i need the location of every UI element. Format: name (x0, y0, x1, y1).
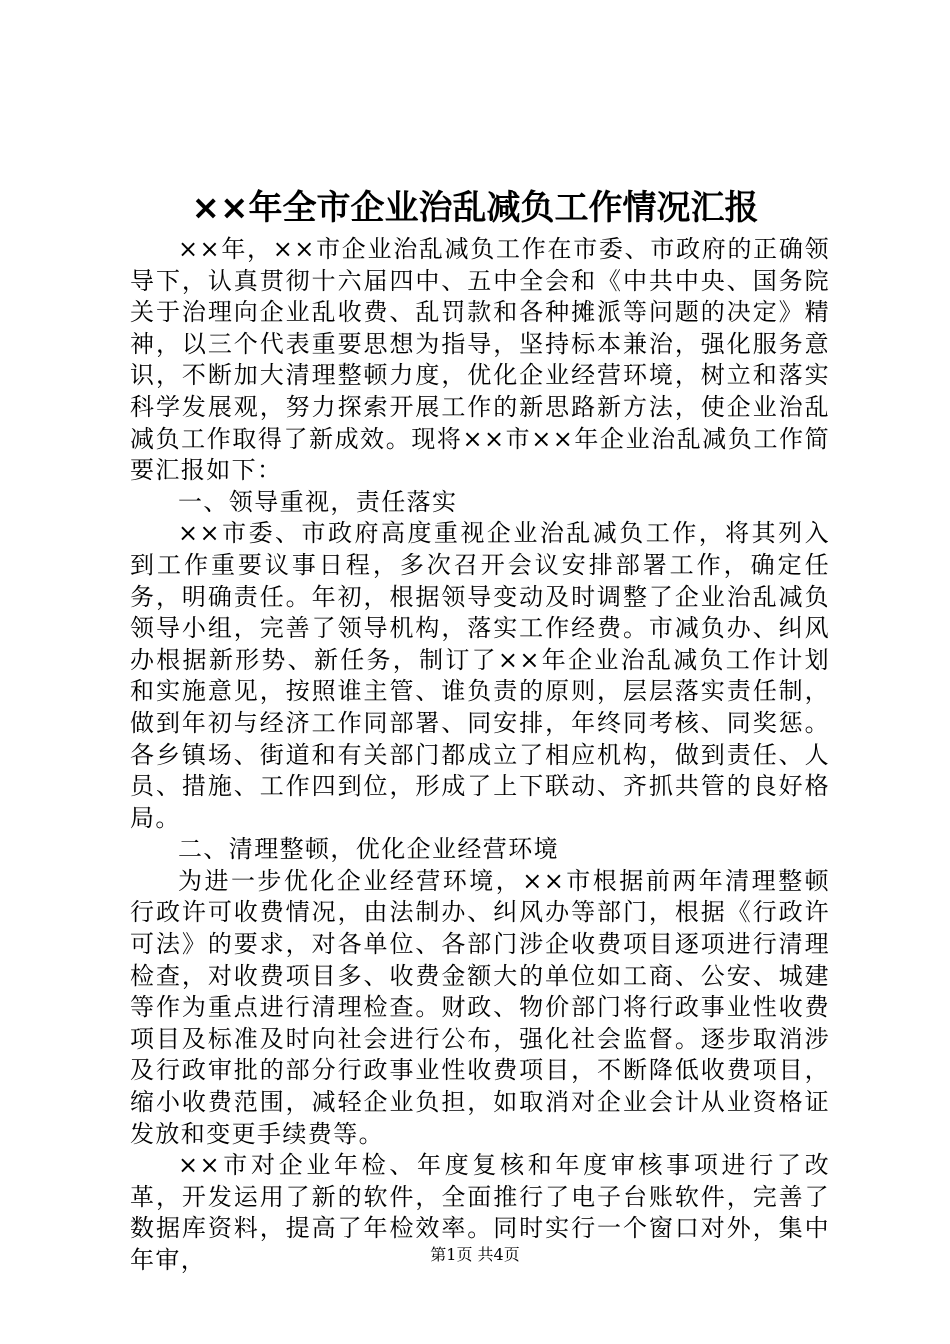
document-title: ××年全市企业治乱减负工作情况汇报 (191, 188, 759, 228)
page-footer: 第1页 共4页 (430, 1245, 520, 1264)
section-heading-2: 二、清理整顿，优化企业经营环境 (178, 835, 559, 864)
paragraph-section-2b: ××市对企业年检、年度复核和年度审核事项进行了改革，开发运用了新的软件，全面推行了电子台账软件，完善了数据库资料，提高了年检效率。同时实行一个窗口对外，集中年审， (130, 1151, 830, 1274)
paragraph-section-1: ××市委、市政府高度重视企业治乱减负工作，将其列入到工作重要议事日程，多次召开会议安排部署工作，确定任务，明确责任。年初，根据领导变动及时调整了企业治乱减负领导小组，完善了领导机构，落实工作经费。市减负办、纠风办根据新形势、新任务，制订了××年企业治乱减负工作计划和实施意见，按照谁主管、谁负责的原则，层层落实责任制，做到年初与经济工作同部署、同安排，年终同考核、同奖惩。各乡镇场、街道和有关部门都成立了相应机构，做到责任、人员、措施、工作四到位，形成了上下联动、齐抓共管的良好格局。 (130, 519, 830, 832)
paragraph-intro: ××年，××市企业治乱减负工作在市委、市政府的正确领导下，认真贯彻十六届四中、五中全会和《中共中央、国务院关于治理向企业乱收费、乱罚款和各种摊派等问题的决定》精神，以三个代表重要思想为指导，坚持标本兼治，强化服务意识，不断加大清理整顿力度，优化企业经营环境，树立和落实科学发展观，努力探索开展工作的新思路新方法，使企业治乱减负工作取得了新成效。现将××市××年企业治乱减负工作简要汇报如下： (130, 235, 830, 485)
section-heading-1: 一、领导重视，责任落实 (178, 487, 458, 516)
paragraph-section-2a: 为进一步优化企业经营环境，××市根据前两年清理整顿行政许可收费情况，由法制办、纠风办等部门，根据《行政许可法》的要求，对各单位、各部门涉企收费项目逐项进行清理检查，对收费项目多、收费金额大的单位如工商、公安、城建等作为重点进行清理检查。财政、物价部门将行政事业性收费项目及标准及时向社会进行公布，强化社会监督。逐步取消涉及行政审批的部分行政事业性收费项目，不断降低收费项目，缩小收费范围，减轻企业负担，如取消对企业会计从业资格证发放和变更手续费等。 (130, 866, 830, 1148)
document-body (130, 234, 830, 1277)
